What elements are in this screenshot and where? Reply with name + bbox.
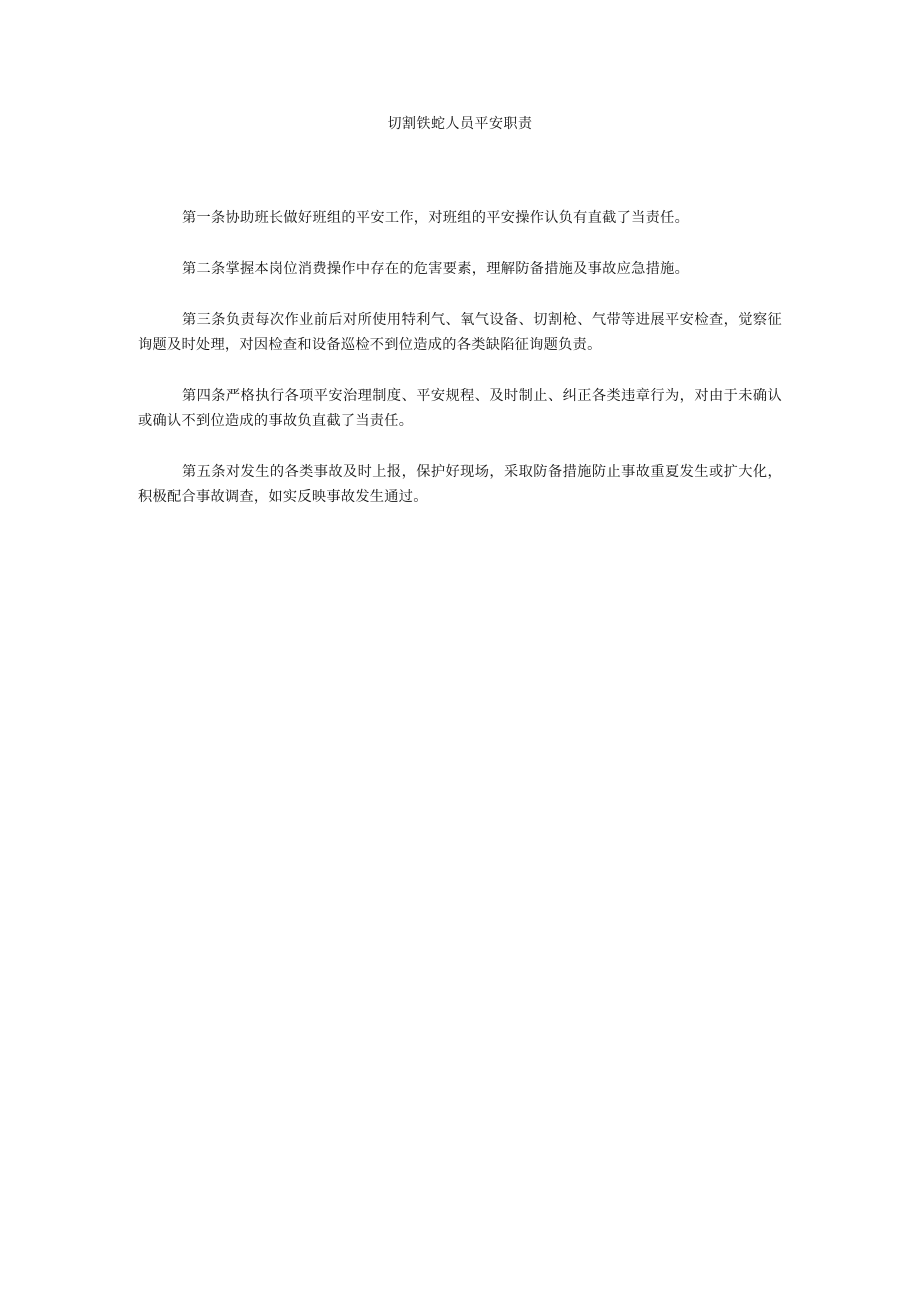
clause-5: 第五条对发生的各类事故及时上报，保护好现场，采取防备措施防止事故重夏发生或扩大化，积极配合事故调查，如实反映事故发生通过。 (138, 464, 782, 505)
document-title: 切割铁蛇人员平安职责 (387, 116, 533, 132)
clause-4: 第四条严格执行各项平安治理制度、平安规程、及时制止、纠正各类违章行为，对由于未确认或确认不到位造成的事故负直截了当责任。 (138, 388, 782, 429)
clause-2: 第二条掌握本岗位消费操作中存在的危害要素，理解防备措施及事故应急措施。 (182, 261, 690, 277)
clause-1: 第一条协助班长做好班组的平安工作，对班组的平安操作认负有直截了当责任。 (182, 210, 690, 226)
document-body (138, 206, 782, 536)
clause-3: 第三条负责每次作业前后对所使用特利气、氧气设备、切割枪、气带等进展平安检查，觉察征询题及时处理，对因检查和设备巡检不到位造成的各类缺陷征询题负责。 (138, 312, 782, 353)
